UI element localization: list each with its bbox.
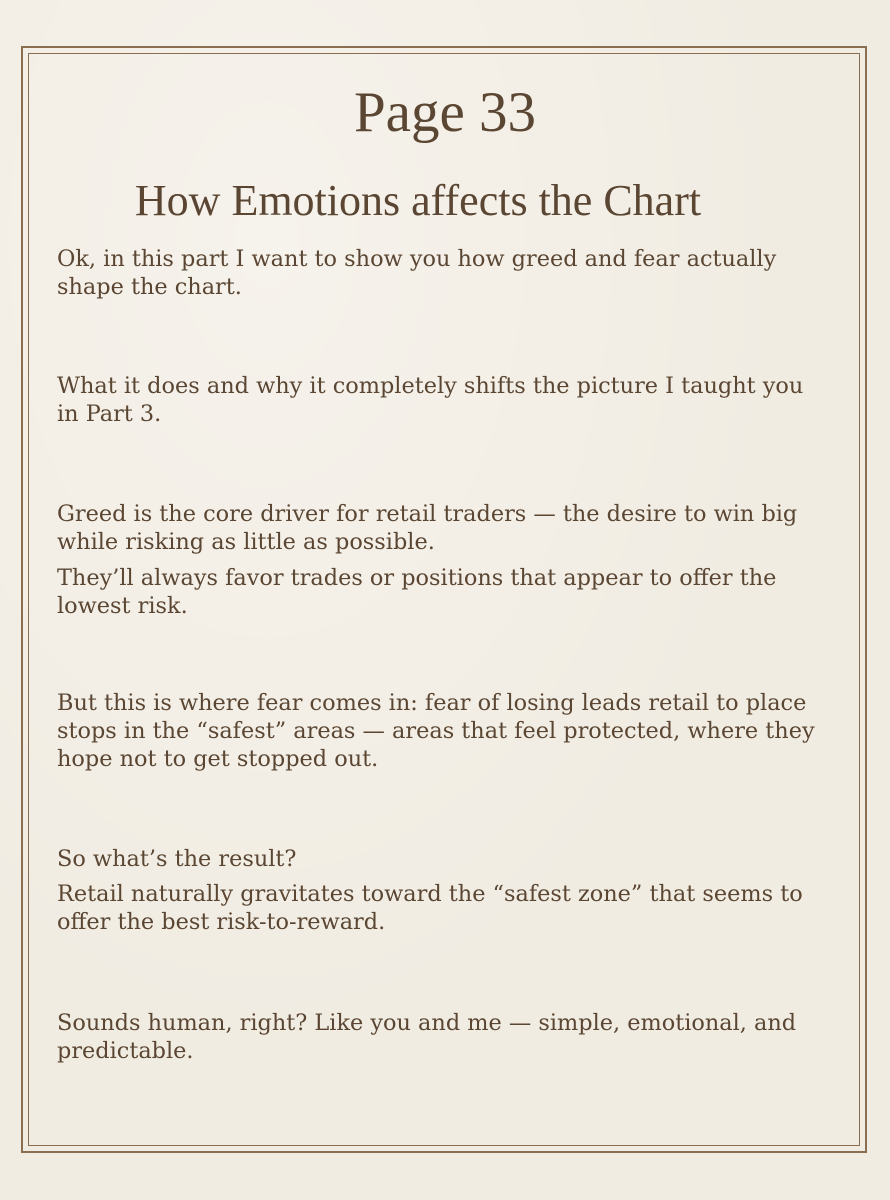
text-line: So what’s the result?	[57, 846, 297, 872]
page-title: How Emotions affects the Chart	[134, 176, 702, 225]
text-line: Retail naturally gravitates toward the “safest zone” that seems to	[57, 881, 803, 907]
text-line: Sounds human, right? Like you and me — simple, emotional, and	[57, 1010, 797, 1036]
text-line: Ok, in this part I want to show you how greed and fear actually	[57, 246, 777, 272]
paragraph-intro	[57, 245, 847, 301]
text-line: while risking as little as possible.	[57, 529, 435, 555]
text-line: in Part 3.	[57, 401, 162, 427]
page-number: Page 33	[353, 81, 537, 144]
text-line: Greed is the core driver for retail traders — the desire to win big	[57, 501, 798, 527]
text-line: What it does and why it completely shifts the picture I taught you	[57, 373, 804, 399]
paragraph-closing	[57, 1009, 847, 1065]
text-line: But this is where fear comes in: fear of losing leads retail to place	[57, 690, 807, 716]
paragraph-lowest-risk	[57, 564, 847, 620]
paragraph-fear	[57, 689, 847, 773]
text-line: predictable.	[57, 1038, 194, 1064]
text-line: stops in the “safest” areas — areas that feel protected, where they	[57, 718, 815, 744]
paragraph-what-it-does	[57, 372, 847, 428]
text-line: shape the chart.	[57, 274, 242, 300]
text-line: offer the best risk-to-reward.	[57, 909, 386, 935]
paragraph-safest-zone	[57, 880, 847, 936]
text-line: lowest risk.	[57, 593, 188, 619]
paragraph-greed	[57, 500, 847, 556]
text-line: They’ll always favor trades or positions that appear to offer the	[57, 565, 777, 591]
text-line: hope not to get stopped out.	[57, 746, 379, 772]
paragraph-result-question	[57, 845, 847, 873]
